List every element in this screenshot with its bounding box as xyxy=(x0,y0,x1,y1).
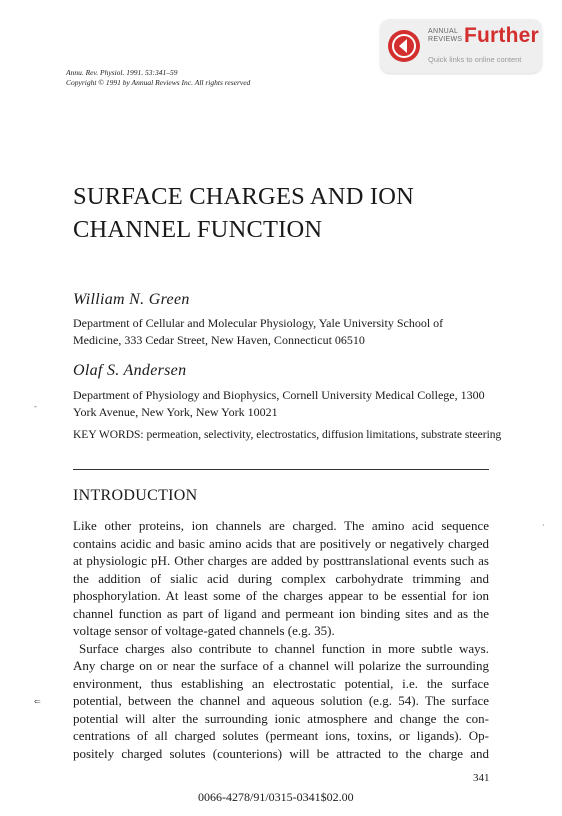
article-title xyxy=(73,180,414,246)
author-affiliation xyxy=(73,315,443,349)
journal-citation: Annu. Rev. Physiol. 1991. 53:341–59 xyxy=(66,68,178,77)
affiliation-line: Medicine, 333 Cedar Street, New Haven, Connecticut 06510 xyxy=(73,333,365,347)
author-affiliation xyxy=(73,387,485,421)
body-text xyxy=(73,517,489,762)
author-name: Olaf S. Andersen xyxy=(73,362,187,379)
keywords: KEY WORDS: permeation, selectivity, electrostatics, diffusion limitations, substrate steering xyxy=(73,429,502,441)
body-line: positely charged solutes (counterions) will be attracted to the charge and xyxy=(73,745,489,761)
body-line: potential will alter the surrounding ionic atmosphere and change the con- xyxy=(73,710,489,726)
body-line: voltage sensor of voltage-gated channels (e.g. 35). xyxy=(73,623,335,638)
author-name: William N. Green xyxy=(73,291,190,308)
body-line: centrations of all charged solutes (permeant ions, toxins, or ligands). Op- xyxy=(73,728,489,743)
badge-tagline: Quick links to online content xyxy=(428,55,522,64)
body-line: at physiologic pH. Other charges are added by posttranslational events such as xyxy=(73,553,489,568)
play-arrow-icon xyxy=(388,30,420,62)
body-line: the addition of sialic acid during complex carbohydrate trimming and xyxy=(73,570,489,586)
body-line: potential, between the channel and aqueous solution (e.g. 54). The surface xyxy=(73,693,489,708)
margin-mark: ⇐ xyxy=(34,697,41,706)
body-line: Like other proteins, ion channels are charged. The amino acid sequence xyxy=(73,518,489,533)
page-number: 341 xyxy=(473,772,490,784)
badge-brand-line1: ANNUAL xyxy=(428,28,459,35)
section-divider xyxy=(73,469,489,470)
affiliation-line: Department of Physiology and Biophysics, Cornell University Medical College, 1300 xyxy=(73,388,485,402)
margin-mark: - xyxy=(34,402,37,411)
body-line: channel function as part of ligand and permeant ion binding sites and as the xyxy=(73,605,489,621)
body-line: Any charge on or near the surface of a channel will polarize the surrounding xyxy=(73,658,489,673)
title-line: SURFACE CHARGES AND ION xyxy=(73,183,415,210)
body-line: Surface charges also contribute to channel function in more subtle ways. xyxy=(79,640,489,656)
margin-mark: · xyxy=(542,521,545,530)
body-line: contains acidic and basic amino acids that are positively or negatively charged xyxy=(73,535,489,551)
body-line: environment, thus establishing an electrostatic potential, i.e. the surface xyxy=(73,675,489,691)
section-heading: INTRODUCTION xyxy=(73,487,198,504)
affiliation-line: Department of Cellular and Molecular Physiology, Yale University School of xyxy=(73,316,444,330)
footer-code: 0066-4278/91/0315-0341$02.00 xyxy=(198,790,354,804)
badge-title: Further xyxy=(464,24,539,47)
affiliation-line: York Avenue, New York, New York 10021 xyxy=(73,405,278,419)
annual-reviews-further-badge[interactable] xyxy=(380,19,542,73)
body-line: phosphorylation. At least some of the charges appear to be essential for ion xyxy=(73,588,489,603)
title-line: CHANNEL FUNCTION xyxy=(73,216,323,243)
badge-brand-line2: REVIEWS xyxy=(428,36,463,43)
copyright-notice: Copyright © 1991 by Annual Reviews Inc. All rights reserved xyxy=(66,78,251,87)
badge-brand xyxy=(428,28,462,44)
